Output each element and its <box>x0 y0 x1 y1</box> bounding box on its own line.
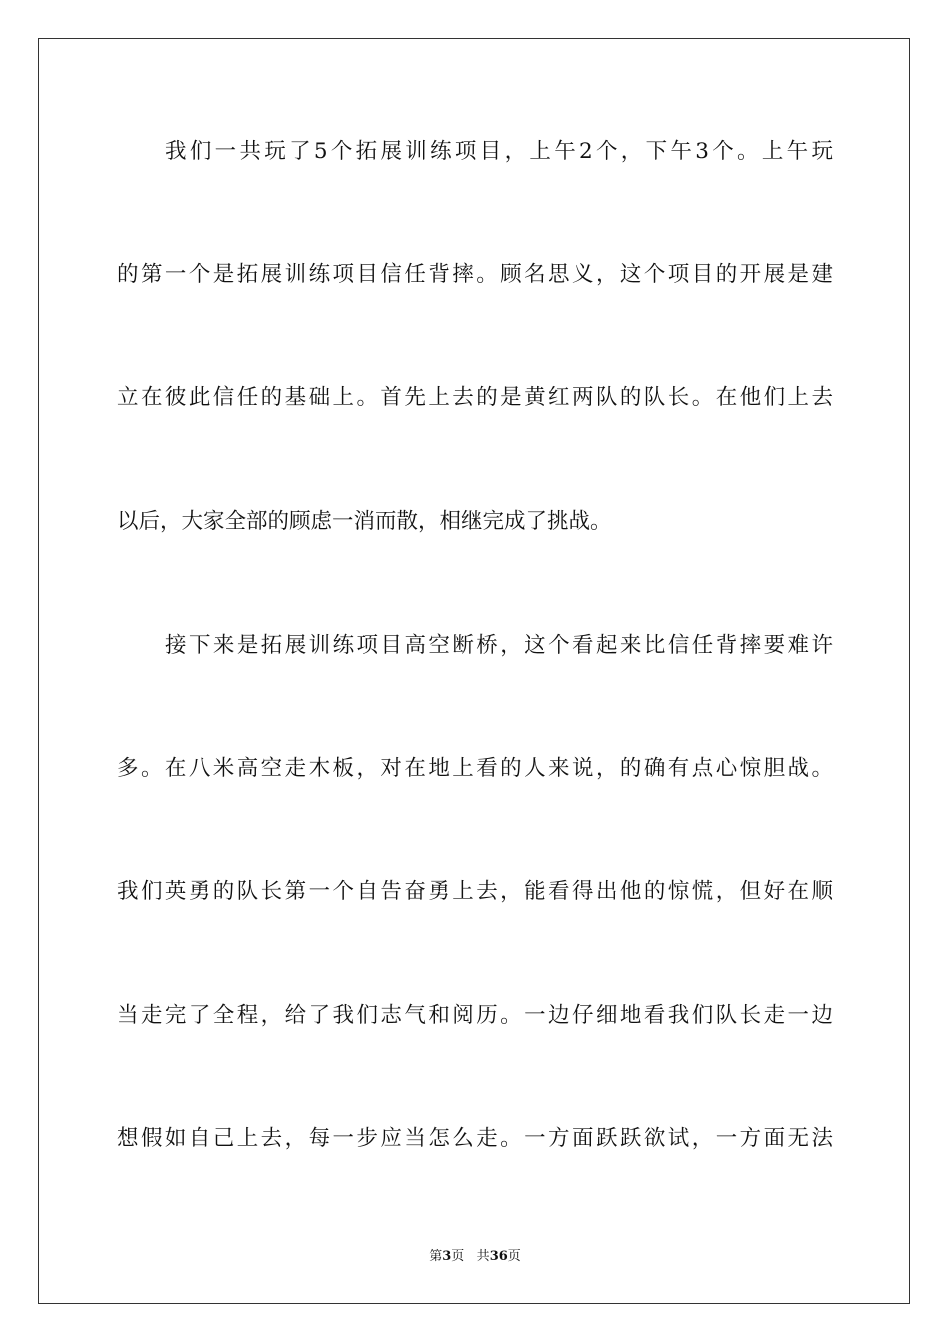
paragraph-1-line-4: 以后，大家全部的顾虑一消而散，相继完成了挑战。 <box>117 509 612 534</box>
total-prefix: 共 <box>476 1249 490 1264</box>
total-suffix: 页 <box>507 1249 521 1264</box>
paragraph-2-line-4: 当走完了全程，给了我们志气和阅历。一边仔细地看我们队长走一边 <box>117 1003 833 1028</box>
page-suffix: 页 <box>451 1249 465 1264</box>
page-number: 3 <box>442 1249 452 1264</box>
paragraph-2-line-3: 我们英勇的队长第一个自告奋勇上去，能看得出他的惊慌，但好在顺 <box>117 879 833 904</box>
paragraph-1-line-1: 我们一共玩了5个拓展训练项目，上午2个，下午3个。上午玩 <box>165 139 833 164</box>
paragraph-2-line-1: 接下来是拓展训练项目高空断桥，这个看起来比信任背摔要难许 <box>165 633 833 658</box>
page-border <box>38 38 910 1304</box>
page-footer <box>0 1246 950 1268</box>
page-prefix: 第 <box>429 1249 443 1264</box>
paragraph-1-line-2: 的第一个是拓展训练项目信任背摔。顾名思义，这个项目的开展是建 <box>117 262 833 287</box>
paragraph-2-line-5: 想假如自己上去，每一步应当怎么走。一方面跃跃欲试，一方面无法 <box>117 1126 833 1151</box>
paragraph-2-line-2: 多。在八米高空走木板，对在地上看的人来说，的确有点心惊胆战。 <box>117 756 833 781</box>
paragraph-1-line-3: 立在彼此信任的基础上。首先上去的是黄红两队的队长。在他们上去 <box>117 385 833 410</box>
total-pages: 36 <box>489 1249 508 1264</box>
